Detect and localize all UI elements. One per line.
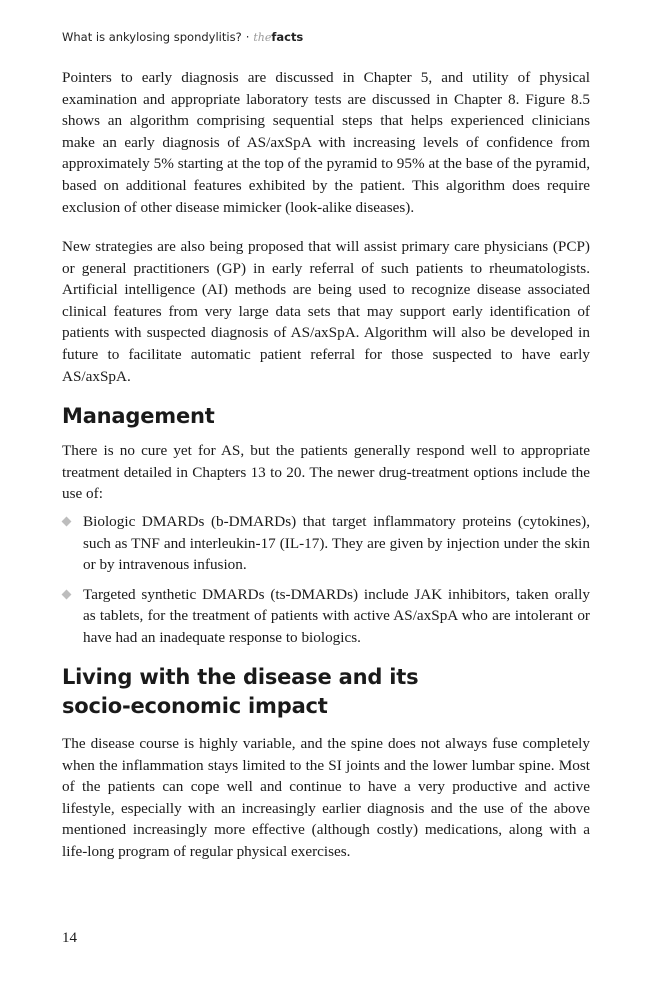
diamond-bullet-icon [62,517,72,527]
paragraph-new-strategies: New strategies are also being proposed that will assist primary care physicians (PCP) or general practitioners (GP) in early referral of such patients to rheumatologists. Artificial intelligence (AI) methods are being used to recognize disease associated clinical features from very large data sets that may support early identification of patients with suspected diagnosis of AS/axSpA. Algorithm will also be developed in future to facilitate automatic patient referral for those suspected to have early AS/axSpA. [62,238,590,385]
list-item-text: Targeted synthetic DMARDs (ts-DMARDs) include JAK inhibitors, taken orally as tablets, for the treatment of patients with active AS/axSpA who are intolerant or have had an inadequate response to biologics. [83,585,590,646]
list-item [62,511,590,576]
diamond-bullet-icon [62,589,72,599]
paragraph-early-diagnosis: Pointers to early diagnosis are discussed in Chapter 5, and utility of physical examination and appropriate laboratory tests are discussed in Chapter 8. Figure 8.5 shows an algorithm comprising sequential steps that helps experienced clinicians make an early diagnosis of AS/axSpA with increasing levels of confidence from approximately 5% starting at the top of the pyramid to 95% at the base of the pyramid, based on additional features exhibited by the patient. This algorithm does require exclusion of other disease mimicker (look-alike diseases). [62,69,590,216]
brand-facts: facts [271,30,304,44]
treatment-options-list [62,511,590,657]
running-head [62,30,303,44]
page-number: 14 [62,930,77,946]
paragraph-disease-course: The disease course is highly variable, and the spine does not always fuse completely when the inflammation stays limited to the SI joints and the lower lumbar spine. Most of the patients can cope well and continue to have a very productive and active lifestyle, especially with an increasingly earlier diagnosis and the use of the above mentioned increasingly more effective (although costly) medications, along with a life-long program of regular physical exercises. [62,735,590,860]
brand-the: the [253,31,272,44]
running-head-title: What is ankylosing spondylitis? [62,30,242,44]
heading-management: Management [62,404,215,428]
list-item-text: Biologic DMARDs (b-DMARDs) that target inflammatory proteins (cytokines), such as TNF and interleukin-17 (IL-17). They are given by injection under the skin or by intravenous infusion. [83,513,590,574]
paragraph-management: There is no cure yet for AS, but the patients generally respond well to appropriate treatment detailed in Chapters 13 to 20. The newer drug-treatment options include the use of: [62,442,590,503]
running-head-separator: · [245,30,250,44]
book-page [62,0,590,1000]
list-item [62,584,590,649]
heading-living-with-disease: Living with the disease and its socio-economic impact [62,665,419,718]
